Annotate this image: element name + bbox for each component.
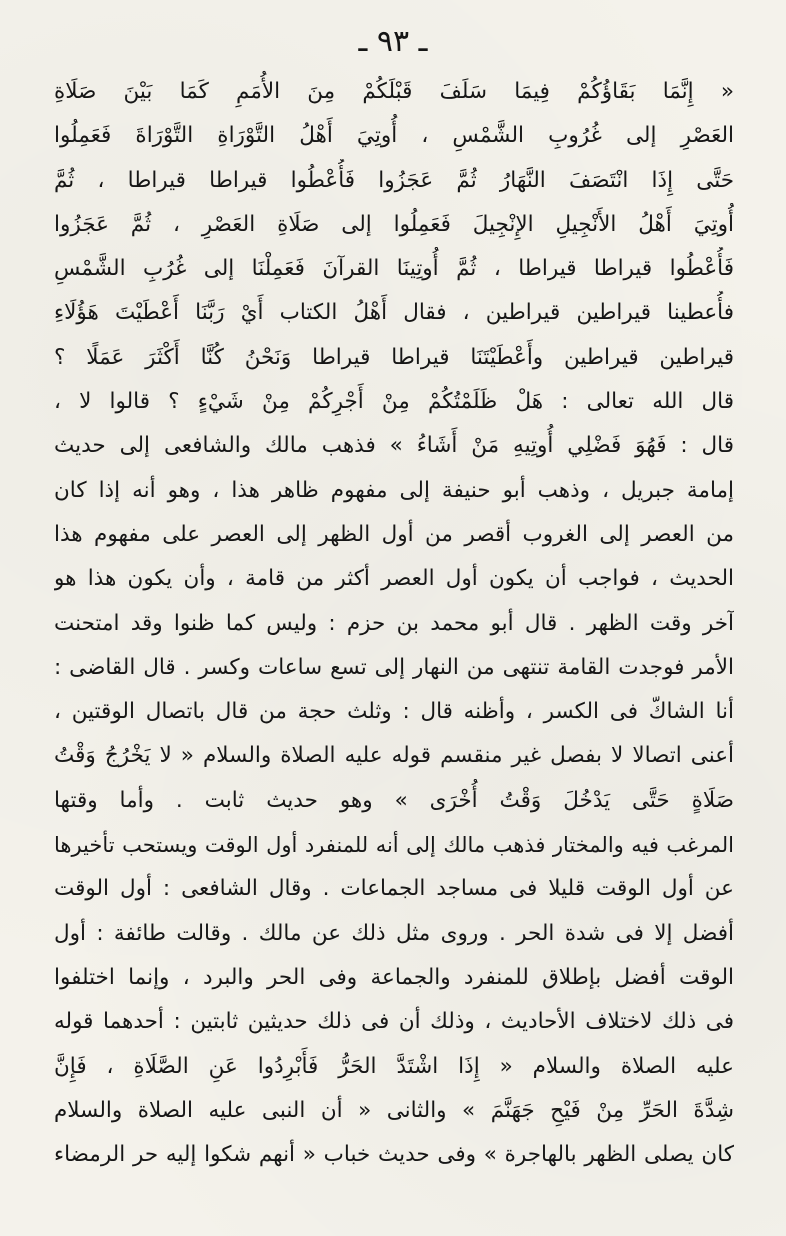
text-line: فى ذلك لاختلاف الأحاديث ، وذلك أن فى ذلك حديثين ثابتين : أحدهما قوله	[54, 1009, 734, 1035]
text-line: أعنى اتصالا لا بفصل غير منقسم قوله عليه الصلاة والسلام « لا يَخْرُجُ وَقْتُ	[54, 743, 734, 769]
text-line: إمامة جبريل ، وذهب أبو حنيفة إلى مفهوم ظاهر هذا ، وهو أنه إذا كان	[54, 477, 734, 503]
page-body-text	[54, 70, 734, 1177]
text-line: عليه الصلاة والسلام « إِذَا اشْتَدَّ الحَرُّ فَأَبْرِدُوا عَنِ الصَّلَاةِ ، فَإِنَّ	[54, 1053, 734, 1079]
text-line: حَتَّى إِذَا انْتَصَفَ النَّهَارُ ثُمَّ عَجَزُوا فَأُعْطُوا قيراطا قيراطا ، ثُمَّ	[54, 167, 734, 193]
text-line: قال الله تعالى : هَلْ ظَلَمْتُكُمْ مِنْ أَجْرِكُمْ مِنْ شَيْءٍ ؟ قالوا لا ،	[54, 389, 734, 415]
text-line: المرغب فيه والمختار فذهب مالك إلى أنه للمنفرد أول الوقت ويستحب تأخيرها	[54, 833, 734, 858]
text-line: قال : فَهُوَ فَضْلِي أُوتِيهِ مَنْ أَشَاءُ » فذهب مالك والشافعى إلى حديث	[54, 433, 734, 459]
text-line: الوقت أفضل بإطلاق للمنفرد والجماعة وفى الحر والبرد ، وإنما اختلفوا	[54, 964, 734, 990]
text-line: عن أول الوقت قليلا فى مساجد الجماعات . وقال الشافعى : أول الوقت	[54, 876, 734, 902]
text-line: فَأُعْطُوا قيراطا قيراطا ، ثُمَّ أُوتِينَا القرآنَ فَعَمِلْنَا إلى غُرُبِ الشَّمْسِ	[54, 256, 734, 282]
text-line: قيراطين قيراطين وأَعْطَيْتَنَا قيراطا قيراطا وَنَحْنُ كُنَّا أَكْثَرَ عَمَلًا ؟	[54, 344, 734, 370]
page-number: ـ ٩٣ ـ	[358, 24, 428, 59]
text-line: العَصْرِ إلى غُرُوبِ الشَّمْسِ ، أُوتِيَ أَهْلُ التَّوْرَاةِ التَّوْرَاةَ فَعَمِلُوا	[54, 123, 734, 149]
text-line: صَلَاةٍ حَتَّى يَدْخُلَ وَقْتُ أُخْرَى » وهو حديث ثابت . وأما وقتها	[54, 787, 734, 813]
text-line: الحديث ، فواجب أن يكون أول العصر أكثر من قامة ، وأن يكون هذا هو	[54, 566, 734, 592]
text-line: أنا الشاكّ فى الكسر ، وأظنه قال : وثلث حجة من قال باتصال الوقتين ،	[54, 699, 734, 725]
text-line: فأُعطينا قيراطين قيراطين ، فقال أَهْلُ الكتاب أَيْ رَبَّنَا أَعْطَيْتَ هَؤُلَاءِ	[54, 300, 734, 326]
text-line: أُوتِيَ أَهْلُ الأَنْجِيلِ الإِنْجِيلَ فَعَمِلُوا إلى صَلَاةِ العَصْرِ ، ثُمَّ عَجَزُوا	[54, 211, 734, 237]
text-line: الأمر فوجدت القامة تنتهى من النهار إلى تسع ساعات وكسر . قال القاضى :	[54, 654, 734, 680]
text-line: من العصر إلى الغروب أقصر من أول الظهر إلى العصر على مفهوم هذا	[54, 521, 734, 547]
text-line: كان يصلى الظهر بالهاجرة » وفى حديث خباب « أنهم شكوا إليه حر الرمضاء	[54, 1142, 734, 1168]
text-line: « إِنَّمَا بَقَاؤُكُمْ فِيمَا سَلَفَ قَبْلَكُمْ مِنَ الأُمَمِ كَمَا بَيْنَ صَلَاةِ	[54, 79, 734, 104]
text-line: شِدَّةَ الحَرِّ مِنْ فَيْحِ جَهَنَّمَ » والثانى « أن النبى عليه الصلاة والسلام	[54, 1097, 734, 1123]
text-line: آخر وقت الظهر . قال أبو محمد بن حزم : وليس كما ظنوا وقد امتحنت	[54, 610, 734, 636]
text-line: أفضل إلا فى شدة الحر . وروى مثل ذلك عن مالك . وقالت طائفة : أول	[54, 920, 734, 946]
